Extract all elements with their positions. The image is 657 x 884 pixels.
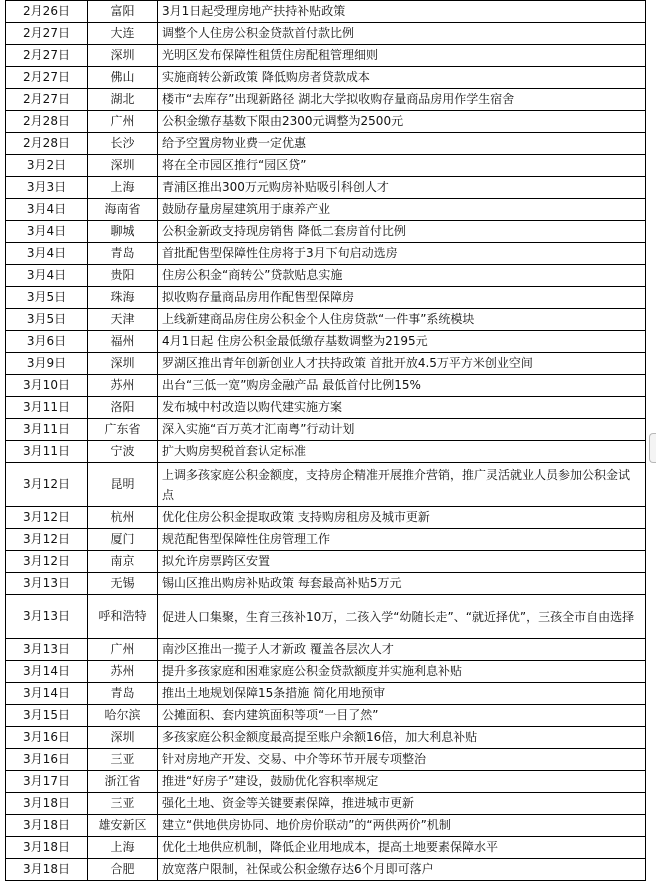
- row-city: 合肥: [88, 859, 158, 881]
- table-row: [6, 243, 646, 265]
- row-date: 3月13日: [6, 595, 88, 639]
- table-row: [6, 595, 646, 639]
- row-date: 3月12日: [6, 507, 88, 529]
- table-row: [6, 287, 646, 309]
- row-date: 3月18日: [6, 793, 88, 815]
- row-date: 3月11日: [6, 397, 88, 419]
- row-policy: 拟允许房票跨区安置: [158, 551, 646, 573]
- row-city: 杭州: [88, 507, 158, 529]
- row-date: 3月13日: [6, 573, 88, 595]
- row-date: 3月6日: [6, 331, 88, 353]
- row-date: 3月11日: [6, 441, 88, 463]
- row-policy: 强化土地、资金等关键要素保障，推进城市更新: [158, 793, 646, 815]
- row-date: 3月15日: [6, 705, 88, 727]
- table-row: [6, 441, 646, 463]
- row-city: 富阳: [88, 1, 158, 23]
- table-row: [6, 23, 646, 45]
- table-row: [6, 661, 646, 683]
- row-date: 3月3日: [6, 177, 88, 199]
- row-city: 三亚: [88, 749, 158, 771]
- row-policy: 优化住房公积金提取政策 支持购房租房及城市更新: [158, 507, 646, 529]
- row-policy: 扩大购房契税首套认定标准: [158, 441, 646, 463]
- side-scroll-handle[interactable]: [649, 433, 656, 463]
- table-row: [6, 749, 646, 771]
- row-policy: 深入实施“百万英才汇南粤”行动计划: [158, 419, 646, 441]
- table-row: [6, 177, 646, 199]
- table-row: [6, 683, 646, 705]
- row-policy: 推出土地规划保障15条措施 简化用地预审: [158, 683, 646, 705]
- row-policy: 3月1日起受理房地产扶持补贴政策: [158, 1, 646, 23]
- row-policy: 楼市“去库存”出现新路径 湖北大学拟收购存量商品房用作学生宿舍: [158, 89, 646, 111]
- row-date: 3月4日: [6, 265, 88, 287]
- table-row: [6, 793, 646, 815]
- row-date: 3月18日: [6, 859, 88, 881]
- row-policy: 住房公积金“商转公”贷款贴息实施: [158, 265, 646, 287]
- row-date: 3月18日: [6, 815, 88, 837]
- row-date: 3月18日: [6, 837, 88, 859]
- row-city: 上海: [88, 837, 158, 859]
- table-row: [6, 727, 646, 749]
- row-city: 海南省: [88, 199, 158, 221]
- table-row: [6, 133, 646, 155]
- row-city: 雄安新区: [88, 815, 158, 837]
- table-row: [6, 859, 646, 881]
- row-city: 广东省: [88, 419, 158, 441]
- table-row: [6, 67, 646, 89]
- row-date: 3月2日: [6, 155, 88, 177]
- row-date: 2月28日: [6, 111, 88, 133]
- table-row: [6, 639, 646, 661]
- row-city: 南京: [88, 551, 158, 573]
- table-row: [6, 309, 646, 331]
- row-city: 青岛: [88, 683, 158, 705]
- row-date: 3月4日: [6, 199, 88, 221]
- table-row: [6, 111, 646, 133]
- row-date: 3月4日: [6, 243, 88, 265]
- row-policy: 实施商转公新政策 降低购房者贷款成本: [158, 67, 646, 89]
- table-row: [6, 199, 646, 221]
- row-policy: 公摊面积、套内建筑面积等项“一目了然”: [158, 705, 646, 727]
- row-policy: 优化土地供应机制，降低企业用地成本，提高土地要素保障水平: [158, 837, 646, 859]
- row-date: 3月9日: [6, 353, 88, 375]
- row-city: 昆明: [88, 463, 158, 507]
- row-date: 3月14日: [6, 683, 88, 705]
- row-policy: 首批配售型保障性住房将于3月下旬启动选房: [158, 243, 646, 265]
- row-policy: 促进人口集聚，生育三孩补10万，二孩入学“幼随长走”、“就近择优”，三孩全市自由选择: [158, 595, 646, 639]
- row-date: 3月17日: [6, 771, 88, 793]
- table-row: [6, 265, 646, 287]
- row-policy: 上线新建商品房住房公积金个人住房贷款“一件事”系统模块: [158, 309, 646, 331]
- row-policy: 规范配售型保障性住房管理工作: [158, 529, 646, 551]
- row-city: 浙江省: [88, 771, 158, 793]
- row-policy: 4月1日起 住房公积金最低缴存基数调整为2195元: [158, 331, 646, 353]
- row-date: 3月10日: [6, 375, 88, 397]
- row-date: 3月12日: [6, 529, 88, 551]
- table-row: [6, 89, 646, 111]
- row-policy: 给予空置房物业费一定优惠: [158, 133, 646, 155]
- row-city: 苏州: [88, 375, 158, 397]
- row-city: 呼和浩特: [88, 595, 158, 639]
- policy-table-body: [6, 1, 646, 881]
- row-city: 洛阳: [88, 397, 158, 419]
- row-city: 福州: [88, 331, 158, 353]
- row-city: 青岛: [88, 243, 158, 265]
- row-city: 厦门: [88, 529, 158, 551]
- row-date: 2月28日: [6, 133, 88, 155]
- row-date: 3月11日: [6, 419, 88, 441]
- row-date: 3月12日: [6, 463, 88, 507]
- table-row: [6, 1, 646, 23]
- table-row: [6, 221, 646, 243]
- table-row: [6, 463, 646, 507]
- row-city: 湖北: [88, 89, 158, 111]
- row-date: 3月5日: [6, 309, 88, 331]
- row-policy: 公积金新政支持现房销售 降低二套房首付比例: [158, 221, 646, 243]
- row-city: 大连: [88, 23, 158, 45]
- row-policy: 拟收购存量商品房用作配售型保障房: [158, 287, 646, 309]
- row-city: 珠海: [88, 287, 158, 309]
- policy-table: [5, 0, 646, 881]
- row-city: 深圳: [88, 353, 158, 375]
- row-policy: 青浦区推出300万元购房补贴吸引科创人才: [158, 177, 646, 199]
- row-date: 3月16日: [6, 727, 88, 749]
- row-date: 3月14日: [6, 661, 88, 683]
- row-policy: 建立“供地供房协同、地价房价联动”的“两供两价”机制: [158, 815, 646, 837]
- table-row: [6, 353, 646, 375]
- row-policy: 鼓励存量房屋建筑用于康养产业: [158, 199, 646, 221]
- table-row: [6, 155, 646, 177]
- row-city: 上海: [88, 177, 158, 199]
- row-policy: 提升多孩家庭和困难家庭公积金贷款额度并实施利息补贴: [158, 661, 646, 683]
- row-policy: 多孩家庭公积金额度最高提至账户余额16倍，加大利息补贴: [158, 727, 646, 749]
- row-policy: 锡山区推出购房补贴政策 每套最高补贴5万元: [158, 573, 646, 595]
- row-policy: 发布城中村改造以购代建实施方案: [158, 397, 646, 419]
- row-date: 3月5日: [6, 287, 88, 309]
- table-row: [6, 771, 646, 793]
- table-row: [6, 397, 646, 419]
- row-date: 3月4日: [6, 221, 88, 243]
- row-city: 深圳: [88, 727, 158, 749]
- row-date: 2月27日: [6, 67, 88, 89]
- row-policy: 公积金缴存基数下限由2300元调整为2500元: [158, 111, 646, 133]
- row-city: 天津: [88, 309, 158, 331]
- row-city: 三亚: [88, 793, 158, 815]
- row-city: 佛山: [88, 67, 158, 89]
- row-date: 2月27日: [6, 23, 88, 45]
- row-policy: 将在全市园区推行“园区贷”: [158, 155, 646, 177]
- table-row: [6, 573, 646, 595]
- row-city: 广州: [88, 639, 158, 661]
- row-policy: 罗湖区推出青年创新创业人才扶持政策 首批开放4.5万平方米创业空间: [158, 353, 646, 375]
- table-row: [6, 705, 646, 727]
- row-policy: 放宽落户限制，社保或公积金缴存达6个月即可落户: [158, 859, 646, 881]
- table-row: [6, 419, 646, 441]
- row-policy: 南沙区推出一揽子人才新政 覆盖各层次人才: [158, 639, 646, 661]
- table-row: [6, 815, 646, 837]
- row-date: 2月27日: [6, 89, 88, 111]
- row-date: 3月16日: [6, 749, 88, 771]
- row-city: 深圳: [88, 155, 158, 177]
- row-city: 贵阳: [88, 265, 158, 287]
- row-city: 深圳: [88, 45, 158, 67]
- row-date: 3月12日: [6, 551, 88, 573]
- row-city: 长沙: [88, 133, 158, 155]
- table-row: [6, 837, 646, 859]
- row-date: 2月26日: [6, 1, 88, 23]
- table-row: [6, 529, 646, 551]
- table-row: [6, 331, 646, 353]
- row-city: 无锡: [88, 573, 158, 595]
- row-city: 广州: [88, 111, 158, 133]
- row-date: 3月13日: [6, 639, 88, 661]
- row-policy: 调整个人住房公积金贷款首付款比例: [158, 23, 646, 45]
- row-city: 苏州: [88, 661, 158, 683]
- row-policy: 上调多孩家庭公积金额度，支持房企精准开展推介营销，推广灵活就业人员参加公积金试点: [158, 463, 646, 507]
- row-date: 2月27日: [6, 45, 88, 67]
- row-city: 哈尔滨: [88, 705, 158, 727]
- table-row: [6, 551, 646, 573]
- row-policy: 推进“好房子”建设，鼓励优化容积率规定: [158, 771, 646, 793]
- table-row: [6, 375, 646, 397]
- row-city: 宁波: [88, 441, 158, 463]
- row-policy: 针对房地产开发、交易、中介等环节开展专项整治: [158, 749, 646, 771]
- row-policy: 光明区发布保障性租赁住房配租管理细则: [158, 45, 646, 67]
- row-policy: 出台“三低一宽”购房金融产品 最低首付比例15%: [158, 375, 646, 397]
- row-city: 聊城: [88, 221, 158, 243]
- table-row: [6, 507, 646, 529]
- table-row: [6, 45, 646, 67]
